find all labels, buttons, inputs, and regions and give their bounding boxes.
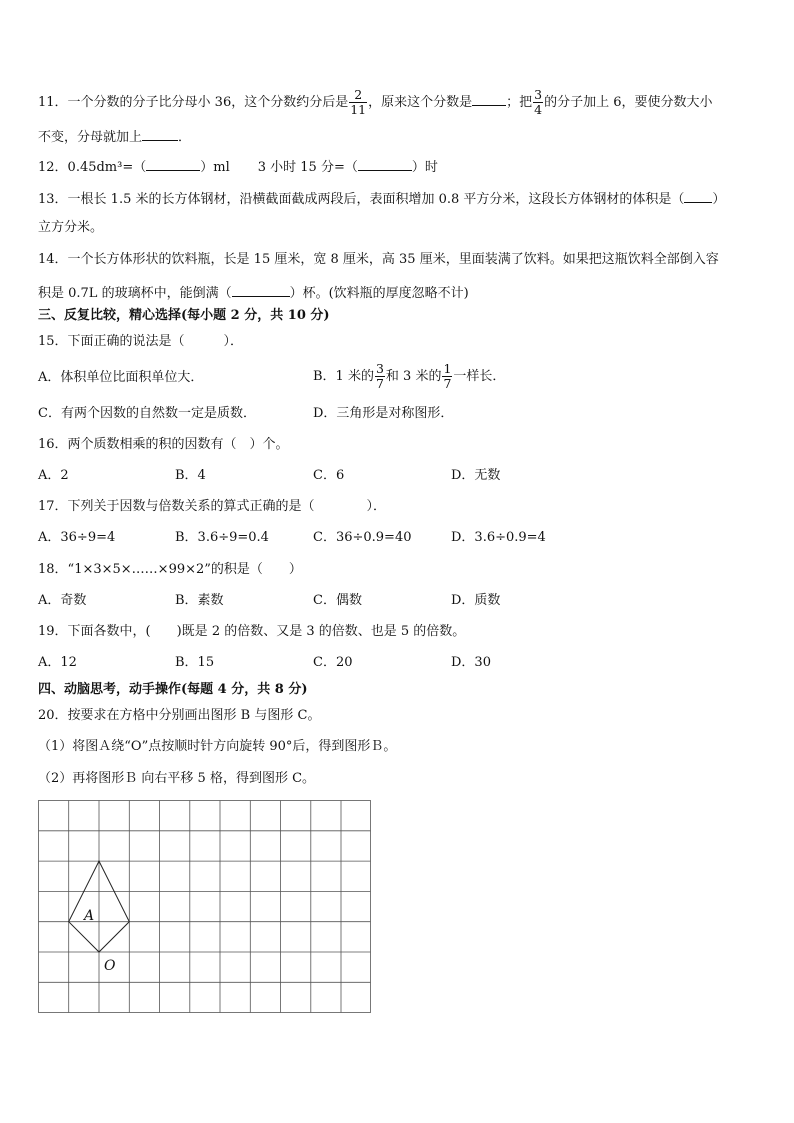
question-13-line1: 13．一根长 1.5 米的长方体钢材，沿横截面截成两段后，表面积增加 0.8 平方分米，这段长方体钢材的体积是（ ） xyxy=(38,188,725,209)
question-18-stem: 18．“1×3×5×……×99×2”的积是（ ） xyxy=(38,562,302,577)
option-b[interactable]: B．素数 xyxy=(175,593,224,608)
option-d[interactable]: D．三角形是对称图形． xyxy=(313,406,454,421)
answer-blank[interactable] xyxy=(142,126,178,141)
figure-a-label: A xyxy=(84,908,95,924)
answer-blank[interactable] xyxy=(146,156,200,171)
option-d[interactable]: D．30 xyxy=(451,655,491,670)
question-20-stem: 20．按要求在方格中分别画出图形 B 与图形 C。 xyxy=(38,708,321,723)
option-b[interactable]: B．15 xyxy=(175,655,215,670)
question-20-step-2: （2）再将图形Ｂ 向右平移 5 格，得到图形 C。 xyxy=(38,771,316,786)
option-c[interactable]: C．6 xyxy=(313,468,345,483)
question-14-line1: 14．一个长方体形状的饮料瓶，长是 15 厘米，宽 8 厘米，高 35 厘米，里面装满了饮料。如果把这瓶饮料全部倒入容 xyxy=(38,252,719,267)
option-a[interactable]: A．奇数 xyxy=(38,593,87,608)
option-b[interactable]: B．4 xyxy=(175,468,206,483)
question-14-line2: 积是 0.7L 的玻璃杯中，能倒满（ ）杯。(饮料瓶的厚度忽略不计) xyxy=(38,282,469,303)
option-d[interactable]: D．3.6÷0.9=4 xyxy=(451,530,546,545)
question-11-line1: 11．一个分数的分子比分母小 36，这个分数约分后是 $\frac{2}{11}$ ，原来这个分数是 ；把 $\frac{3}{4}$ 的分子加上 6，要使分数大小 xyxy=(38,87,713,117)
option-a[interactable]: A．体积单位比面积单位大． xyxy=(38,370,204,385)
question-15-stem: 15．下面正确的说法是（ ）． xyxy=(38,334,244,349)
answer-blank[interactable] xyxy=(472,91,506,106)
drawing-grid[interactable] xyxy=(38,800,374,1016)
option-b[interactable]: B．1 米的 $\frac{3}{7}$ 和 3 米的 $\frac{1}{7}$ 一样长． xyxy=(313,361,506,391)
section-3-heading: 三、反复比较，精心选择(每小题 2 分，共 10 分) xyxy=(38,308,330,323)
question-17-stem: 17．下列关于因数与倍数关系的算式正确的是（ ）． xyxy=(38,499,387,514)
question-11-text: 11．一个分数的分子比分母小 36，这个分数约分后是 xyxy=(38,95,349,110)
option-d[interactable]: D．质数 xyxy=(451,593,501,608)
section-4-heading: 四、动脑思考，动手操作(每题 4 分，共 8 分) xyxy=(38,682,308,697)
option-c[interactable]: C．20 xyxy=(313,655,353,670)
point-o-label: O xyxy=(104,958,116,974)
question-13-line2: 立方分米。 xyxy=(38,220,104,235)
grid-lines xyxy=(39,801,371,1013)
fraction: $\frac{3}{7}$ xyxy=(375,361,384,391)
option-d[interactable]: D．无数 xyxy=(451,468,501,483)
fraction: $\frac{1}{7}$ xyxy=(443,361,452,391)
option-a[interactable]: A．2 xyxy=(38,468,69,483)
answer-blank[interactable] xyxy=(358,156,412,171)
question-12: 12．0.45dm³=（ ）ml 3 小时 15 分=（ ）时 xyxy=(38,156,438,177)
option-a[interactable]: A．36÷9=4 xyxy=(38,530,116,545)
option-a[interactable]: A．12 xyxy=(38,655,77,670)
option-b[interactable]: B．3.6÷9=0.4 xyxy=(175,530,269,545)
answer-blank[interactable] xyxy=(684,188,712,203)
answer-blank[interactable] xyxy=(232,282,290,297)
question-11-line2: 不变，分母就加上 ． xyxy=(38,126,191,147)
fraction: $\frac{2}{11}$ xyxy=(350,87,367,117)
option-c[interactable]: C．偶数 xyxy=(313,593,362,608)
question-16-stem: 16．两个质数相乘的积的因数有（ ）个。 xyxy=(38,437,289,452)
option-c[interactable]: C．36÷0.9=40 xyxy=(313,530,412,545)
option-c[interactable]: C．有两个因数的自然数一定是质数． xyxy=(38,406,256,421)
fraction: $\frac{3}{4}$ xyxy=(534,87,543,117)
question-19-stem: 19．下面各数中，( )既是 2 的倍数、又是 3 的倍数、也是 5 的倍数。 xyxy=(38,624,466,639)
question-20-step-1: （1）将图Ａ绕“O”点按顺时针方向旋转 90°后，得到图形Ｂ。 xyxy=(38,739,397,754)
